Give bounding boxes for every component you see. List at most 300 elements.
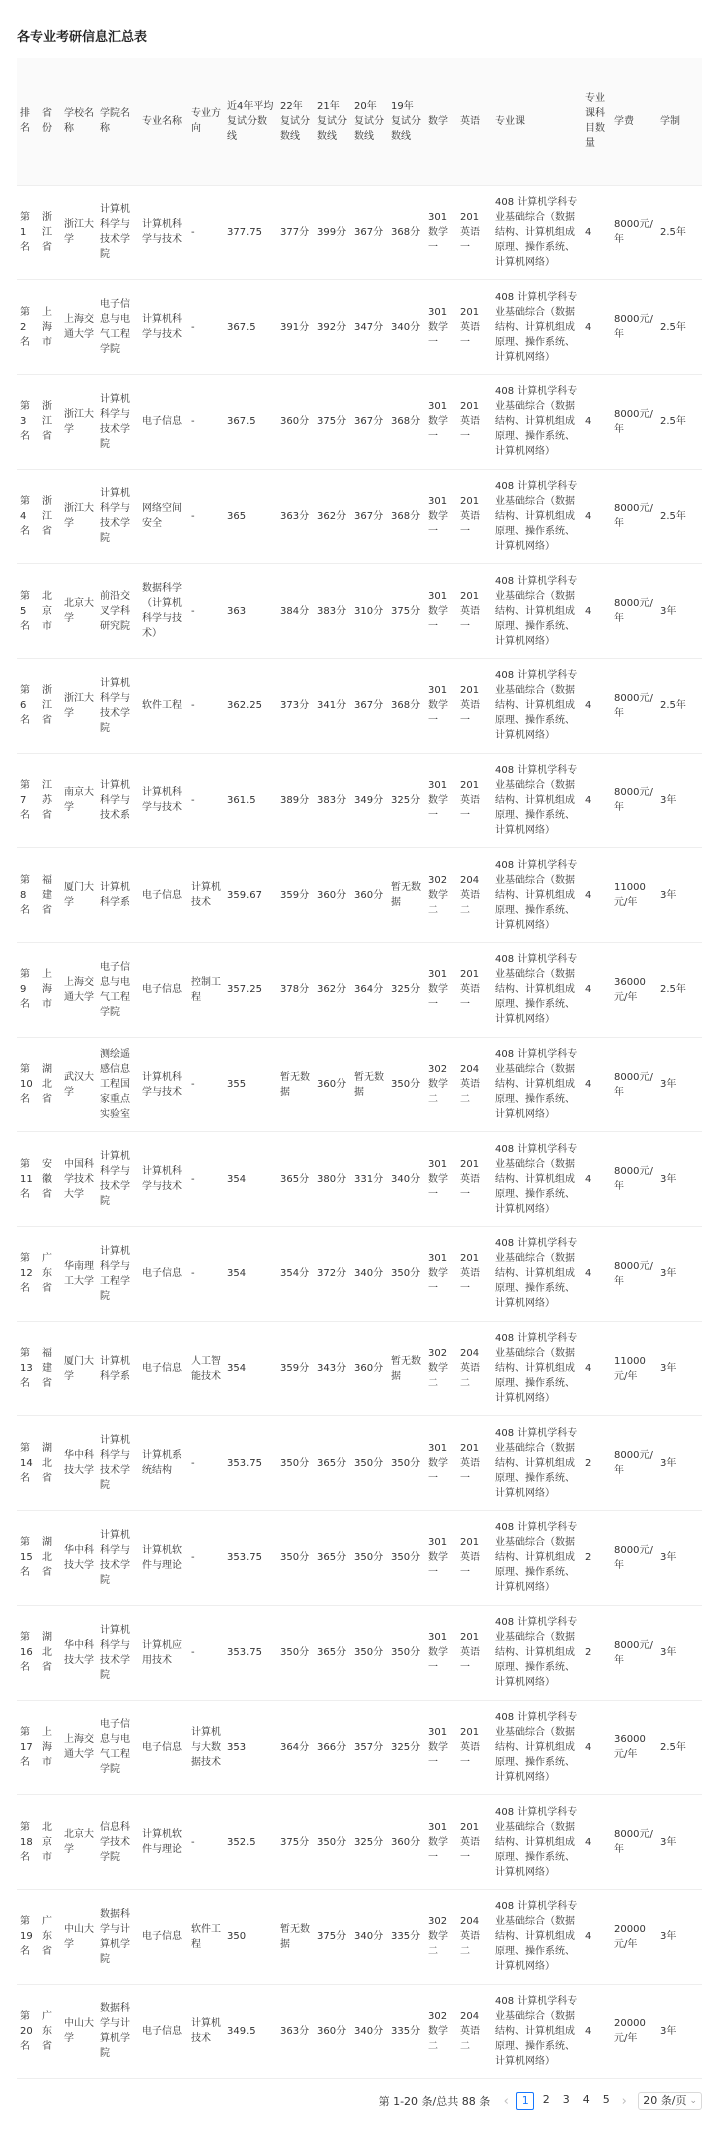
table-cell: 暂无数据 (391, 882, 421, 909)
table-cell: 上海市 (42, 1726, 52, 1768)
column-header: 学校名称 (61, 58, 97, 185)
column-header: 22年复试分数线 (277, 58, 314, 185)
table-cell: 362分 (317, 510, 347, 522)
table-cell: 8000元/年 (614, 598, 653, 625)
table-cell: 2.5年 (660, 510, 686, 522)
table-cell: 335分 (391, 1931, 421, 1943)
column-header: 学院名称 (97, 58, 139, 185)
table-cell: 暂无数据 (280, 1923, 310, 1950)
column-header: 专业课 (492, 58, 582, 185)
table-cell: 第14名 (20, 1442, 33, 1484)
table-cell: 302数学二 (428, 1348, 448, 1390)
table-cell: 408 计算机学科专业基础综合（数据结构、计算机组成原理、操作系统、计算机网络） (495, 1995, 578, 2067)
table-cell: 36000元/年 (614, 1734, 646, 1761)
column-header: 学费 (611, 58, 657, 185)
column-header: 专业名称 (139, 58, 188, 185)
chevron-left-icon[interactable]: ‹ (503, 2093, 509, 2109)
table-cell: 354 (227, 1363, 247, 1375)
table-cell: 湖北省 (42, 1442, 52, 1484)
table-cell: 201英语一 (460, 1158, 480, 1200)
table-header-row (17, 58, 702, 185)
table-cell: 408 计算机学科专业基础综合（数据结构、计算机组成原理、操作系统、计算机网络） (495, 1333, 578, 1405)
table-cell: 367分 (354, 226, 384, 238)
table-cell: 中山大学 (64, 2018, 94, 2045)
table-cell: 8000元/年 (614, 1544, 653, 1571)
table-cell: 中山大学 (64, 1923, 94, 1950)
table-cell: 4 (585, 226, 592, 238)
table-cell: 安徽省 (42, 1158, 52, 1200)
table-cell: 华中科技大学 (64, 1544, 94, 1571)
pagination-total: 第 1-20 条/总共 88 条 (378, 2095, 491, 2108)
table-cell: 8000元/年 (614, 1260, 653, 1287)
table-cell: 4 (585, 2025, 592, 2037)
table-cell: 354分 (280, 1268, 310, 1280)
table-cell: 20000元/年 (614, 2018, 646, 2045)
table-cell: 335分 (391, 2025, 421, 2037)
table-row (17, 943, 702, 1038)
column-header: 19年复试分数线 (388, 58, 425, 185)
table-cell: 上海交通大学 (64, 1734, 94, 1761)
table-cell: 363分 (280, 510, 310, 522)
table-cell: 计算机科学与技术 (142, 219, 182, 246)
table-cell: 301数学一 (428, 779, 448, 821)
table-cell: 11000元/年 (614, 1355, 646, 1382)
table-cell: 第4名 (20, 495, 30, 537)
table-row (17, 658, 702, 753)
table-cell: 354 (227, 1173, 247, 1185)
table-cell: 电子信息 (142, 1931, 182, 1943)
table-cell: 北京大学 (64, 1829, 94, 1856)
table-cell: 计算机科学与技术学院 (100, 1435, 130, 1492)
table-cell: 厦门大学 (64, 882, 94, 909)
table-cell: 8000元/年 (614, 314, 653, 341)
column-header: 近4年平均复试分数线 (224, 58, 277, 185)
table-cell: 201英语一 (460, 1821, 480, 1863)
table-cell: 360分 (317, 1079, 347, 1091)
table-cell: 8000元/年 (614, 1071, 653, 1098)
table-cell: 电子信息 (142, 1741, 182, 1753)
table-cell: 南京大学 (64, 787, 94, 814)
table-cell: 3年 (660, 1931, 677, 1943)
table-row (17, 1037, 702, 1132)
page-4-button[interactable]: 4 (582, 2093, 590, 2106)
page-1-button[interactable]: 1 (516, 2092, 534, 2110)
table-cell: 408 计算机学科专业基础综合（数据结构、计算机组成原理、操作系统、计算机网络） (495, 670, 578, 742)
table-cell: 204英语二 (460, 1916, 480, 1958)
table-cell: 北京市 (42, 590, 52, 632)
table-cell: 301数学一 (428, 1158, 448, 1200)
table-cell: 375分 (391, 605, 421, 617)
table-cell: 8000元/年 (614, 503, 653, 530)
table-cell: 408 计算机学科专业基础综合（数据结构、计算机组成原理、操作系统、计算机网络） (495, 196, 578, 268)
table-cell: 325分 (391, 1741, 421, 1753)
table-cell: 第7名 (20, 779, 30, 821)
table-row (17, 1984, 702, 2079)
table-cell: - (191, 794, 195, 806)
table-cell: 3年 (660, 1173, 677, 1185)
table-cell: 408 计算机学科专业基础综合（数据结构、计算机组成原理、操作系统、计算机网络） (495, 291, 578, 363)
table-cell: 计算机科学与技术学院 (100, 393, 130, 450)
table-cell: 340分 (354, 2025, 384, 2037)
table-cell: 第20名 (20, 2010, 33, 2052)
table-cell: 计算机科学系 (100, 882, 130, 909)
table-cell: 上海市 (42, 969, 52, 1011)
table-cell: 前沿交叉学科研究院 (100, 590, 130, 632)
table-cell: 江苏省 (42, 779, 52, 821)
table-cell: 357.25 (227, 984, 262, 996)
table-cell: 408 计算机学科专业基础综合（数据结构、计算机组成原理、操作系统、计算机网络） (495, 1617, 578, 1689)
table-cell: 2.5年 (660, 321, 686, 333)
table-cell: 数据科学（计算机科学与技术） (142, 583, 182, 640)
table-cell: 第15名 (20, 1537, 33, 1579)
table-cell: 2.5年 (660, 416, 686, 428)
table-cell: 367分 (354, 510, 384, 522)
table-cell: 华中科技大学 (64, 1450, 94, 1477)
table-cell: 408 计算机学科专业基础综合（数据结构、计算机组成原理、操作系统、计算机网络） (495, 480, 578, 552)
column-header: 排名 (17, 58, 39, 185)
table-row (17, 1889, 702, 1984)
table-cell: 浙江省 (42, 685, 52, 727)
table-row (17, 1321, 702, 1416)
table-cell: 2 (585, 1457, 592, 1469)
table-cell: 4 (585, 1741, 592, 1753)
table-cell: 8000元/年 (614, 692, 653, 719)
table-cell: 301数学一 (428, 495, 448, 537)
table-cell: 363 (227, 605, 247, 617)
table-cell: 359分 (280, 889, 310, 901)
table-cell: 201英语一 (460, 685, 480, 727)
table-cell: 201英语一 (460, 590, 480, 632)
table-cell: 电子信息 (142, 2025, 182, 2037)
column-header: 数学 (425, 58, 457, 185)
table-row (17, 280, 702, 375)
table-cell: 201英语一 (460, 779, 480, 821)
table-cell: 上海交通大学 (64, 976, 94, 1003)
table-cell: 电子信息与电气工程学院 (100, 1719, 130, 1776)
page-title: 各专业考研信息汇总表 (17, 30, 148, 45)
table-cell: 浙江大学 (64, 692, 94, 719)
table-cell: 4 (585, 321, 592, 333)
table-cell: 301数学一 (428, 1821, 448, 1863)
table-cell: 计算机软件与理论 (142, 1544, 182, 1571)
table-cell: 340分 (391, 1173, 421, 1185)
table-cell: 8000元/年 (614, 408, 653, 435)
table-cell: 2.5年 (660, 700, 686, 712)
table-cell: 301数学一 (428, 1537, 448, 1579)
table-cell: 福建省 (42, 874, 52, 916)
table-cell: 华南理工大学 (64, 1260, 94, 1287)
table-cell: 上海交通大学 (64, 314, 94, 341)
table-cell: 301数学一 (428, 1726, 448, 1768)
table-cell: 352.5 (227, 1836, 256, 1848)
table-cell: 408 计算机学科专业基础综合（数据结构、计算机组成原理、操作系统、计算机网络） (495, 1143, 578, 1215)
table-cell: 人工智能技术 (191, 1355, 221, 1382)
table-cell: 325分 (391, 794, 421, 806)
table-cell: 302数学二 (428, 1064, 448, 1106)
summary-table-container (17, 58, 702, 2079)
table-cell: 360分 (354, 889, 384, 901)
table-cell: 349分 (354, 794, 384, 806)
table-cell: - (191, 1457, 195, 1469)
pagination (0, 2091, 702, 2111)
table-cell: 第1名 (20, 211, 30, 253)
table-cell: 4 (585, 984, 592, 996)
summary-table (17, 58, 702, 2079)
table-cell: 360分 (280, 416, 310, 428)
table-cell: 第10名 (20, 1064, 33, 1106)
table-cell: 366分 (317, 1741, 347, 1753)
table-cell: 408 计算机学科专业基础综合（数据结构、计算机组成原理、操作系统、计算机网络） (495, 1427, 578, 1499)
chevron-right-icon[interactable]: › (621, 2093, 627, 2109)
table-cell: 湖北省 (42, 1537, 52, 1579)
table-cell: 201英语一 (460, 1632, 480, 1674)
table-cell: 368分 (391, 416, 421, 428)
table-cell: 341分 (317, 700, 347, 712)
table-cell: 368分 (391, 226, 421, 238)
table-cell: 计算机科学与技术 (142, 1071, 182, 1098)
table-cell: 375分 (317, 416, 347, 428)
table-cell: 测绘遥感信息工程国家重点实验室 (100, 1049, 130, 1121)
table-cell: 360分 (354, 1363, 384, 1375)
table-cell: 347分 (354, 321, 384, 333)
table-cell: 353 (227, 1741, 247, 1753)
table-cell: 11000元/年 (614, 882, 646, 909)
table-cell: 第12名 (20, 1253, 33, 1295)
table-cell: 暂无数据 (391, 1355, 421, 1382)
table-cell: 201英语一 (460, 401, 480, 443)
column-header: 专业课科目数量 (582, 58, 611, 185)
table-cell: 350分 (391, 1079, 421, 1091)
table-cell: 广东省 (42, 1253, 52, 1295)
table-cell: 软件工程 (191, 1923, 221, 1950)
table-cell: - (191, 1647, 195, 1659)
page-3-button[interactable]: 3 (562, 2093, 570, 2106)
column-header: 专业方向 (188, 58, 224, 185)
table-cell: 2.5年 (660, 984, 686, 996)
table-cell: 204英语二 (460, 874, 480, 916)
table-cell: 4 (585, 1931, 592, 1943)
table-cell: 350分 (280, 1457, 310, 1469)
table-row (17, 469, 702, 564)
table-cell: 301数学一 (428, 306, 448, 348)
table-cell: 201英语一 (460, 1442, 480, 1484)
page-size-select[interactable] (638, 2092, 702, 2110)
table-cell: 353.75 (227, 1552, 262, 1564)
table-cell: 计算机技术 (191, 2018, 221, 2045)
table-cell: 302数学二 (428, 2010, 448, 2052)
table-cell: 355 (227, 1079, 247, 1091)
table-cell: 201英语一 (460, 1726, 480, 1768)
table-cell: 4 (585, 1173, 592, 1185)
table-cell: 电子信息 (142, 889, 182, 901)
table-cell: 353.75 (227, 1647, 262, 1659)
table-cell: 北京市 (42, 1821, 52, 1863)
table-cell: 362分 (317, 984, 347, 996)
table-cell: 湖北省 (42, 1064, 52, 1106)
table-cell: 301数学一 (428, 685, 448, 727)
table-cell: 3年 (660, 1647, 677, 1659)
table-cell: 8000元/年 (614, 1450, 653, 1477)
table-row (17, 564, 702, 659)
table-cell: 380分 (317, 1173, 347, 1185)
table-cell: 301数学一 (428, 401, 448, 443)
table-cell: 357分 (354, 1741, 384, 1753)
table-cell: 4 (585, 1268, 592, 1280)
column-header: 20年复试分数线 (351, 58, 388, 185)
table-cell: 计算机科学与技术学院 (100, 1151, 130, 1208)
table-cell: 375分 (317, 1931, 347, 1943)
table-cell: 399分 (317, 226, 347, 238)
table-cell: 364分 (280, 1741, 310, 1753)
table-cell: 350分 (280, 1647, 310, 1659)
table-cell: 408 计算机学科专业基础综合（数据结构、计算机组成原理、操作系统、计算机网络） (495, 1522, 578, 1594)
table-cell: 340分 (354, 1931, 384, 1943)
table-cell: 365分 (280, 1173, 310, 1185)
table-cell: 福建省 (42, 1348, 52, 1390)
table-cell: 8000元/年 (614, 1829, 653, 1856)
column-header: 省份 (39, 58, 61, 185)
table-cell: 2 (585, 1552, 592, 1564)
table-cell: 计算机科学与技术学院 (100, 677, 130, 734)
table-cell: 377.75 (227, 226, 262, 238)
table-cell: 数据科学与计算机学院 (100, 1908, 130, 1965)
table-cell: 浙江大学 (64, 219, 94, 246)
table-cell: 第6名 (20, 685, 30, 727)
table-cell: 361.5 (227, 794, 256, 806)
chevron-down-icon: ⌄ (689, 2096, 697, 2106)
table-cell: 上海市 (42, 306, 52, 348)
table-cell: 计算机科学与技术 (142, 787, 182, 814)
table-cell: 浙江省 (42, 495, 52, 537)
table-row (17, 753, 702, 848)
table-cell: 计算机应用技术 (142, 1639, 182, 1666)
table-cell: 378分 (280, 984, 310, 996)
table-cell: 302数学二 (428, 1916, 448, 1958)
table-cell: 350分 (354, 1552, 384, 1564)
table-cell: 计算机科学与技术学院 (100, 204, 130, 261)
table-cell: 367分 (354, 700, 384, 712)
table-cell: 408 计算机学科专业基础综合（数据结构、计算机组成原理、操作系统、计算机网络） (495, 954, 578, 1026)
table-cell: 计算机科学与技术学院 (100, 1529, 130, 1586)
table-cell: 暂无数据 (354, 1071, 384, 1098)
table-cell: 广东省 (42, 2010, 52, 2052)
page-list (514, 2092, 616, 2110)
table-cell: 电子信息与电气工程学院 (100, 961, 130, 1018)
table-cell: 3年 (660, 794, 677, 806)
table-cell: - (191, 605, 195, 617)
column-header: 21年复试分数线 (314, 58, 351, 185)
table-cell: 信息科学技术学院 (100, 1821, 130, 1863)
table-cell: 2.5年 (660, 226, 686, 238)
table-body (17, 185, 702, 2079)
table-cell: - (191, 416, 195, 428)
table-cell: 第16名 (20, 1632, 33, 1674)
table-cell: 375分 (280, 1836, 310, 1848)
table-cell: 20000元/年 (614, 1923, 646, 1950)
table-cell: 2 (585, 1647, 592, 1659)
table-cell: 计算机科学系 (100, 1355, 130, 1382)
table-cell: 计算机科学与技术 (142, 314, 182, 341)
table-cell: 第3名 (20, 401, 30, 443)
table-cell: 计算机科学与技术学院 (100, 488, 130, 545)
table-cell: - (191, 226, 195, 238)
table-cell: 362.25 (227, 700, 262, 712)
table-cell: 201英语一 (460, 1537, 480, 1579)
table-row (17, 374, 702, 469)
table-cell: 350分 (391, 1268, 421, 1280)
table-cell: 408 计算机学科专业基础综合（数据结构、计算机组成原理、操作系统、计算机网络） (495, 1049, 578, 1121)
table-cell: 301数学一 (428, 969, 448, 1011)
table-cell: 350分 (391, 1647, 421, 1659)
table-cell: 湖北省 (42, 1632, 52, 1674)
table-cell: 计算机技术 (191, 882, 221, 909)
table-cell: 计算机科学与技术系 (100, 779, 130, 821)
table-cell: 计算机系统结构 (142, 1450, 182, 1477)
table-cell: 408 计算机学科专业基础综合（数据结构、计算机组成原理、操作系统、计算机网络） (495, 764, 578, 836)
table-cell: 软件工程 (142, 700, 182, 712)
table-cell: 数据科学与计算机学院 (100, 2003, 130, 2060)
table-cell: 3年 (660, 2025, 677, 2037)
table-cell: 4 (585, 1836, 592, 1848)
table-cell: 计算机软件与理论 (142, 1829, 182, 1856)
table-cell: 3年 (660, 1836, 677, 1848)
table-cell: 349.5 (227, 2025, 256, 2037)
page-2-button[interactable]: 2 (542, 2093, 550, 2106)
table-cell: 第11名 (20, 1158, 33, 1200)
table-cell: 301数学一 (428, 1253, 448, 1295)
table-cell: - (191, 1079, 195, 1091)
page-size-label: 20 条/页 (643, 2094, 687, 2107)
table-cell: 384分 (280, 605, 310, 617)
table-cell: 359分 (280, 1363, 310, 1375)
table-cell: 4 (585, 605, 592, 617)
table-cell: - (191, 510, 195, 522)
table-cell: 计算机科学与技术学院 (100, 1624, 130, 1681)
table-cell: 网络空间安全 (142, 503, 182, 530)
table-cell: 3年 (660, 889, 677, 901)
table-cell: 204英语二 (460, 1348, 480, 1390)
table-cell: 325分 (354, 1836, 384, 1848)
column-header: 学制 (657, 58, 702, 185)
table-cell: - (191, 1836, 195, 1848)
page-5-button[interactable]: 5 (602, 2093, 610, 2106)
table-cell: 343分 (317, 1363, 347, 1375)
table-cell: 301数学一 (428, 1442, 448, 1484)
table-cell: 325分 (391, 984, 421, 996)
table-cell: 204英语二 (460, 1064, 480, 1106)
table-cell: 408 计算机学科专业基础综合（数据结构、计算机组成原理、操作系统、计算机网络） (495, 1901, 578, 1973)
table-cell: 408 计算机学科专业基础综合（数据结构、计算机组成原理、操作系统、计算机网络） (495, 1711, 578, 1783)
table-cell: 201英语一 (460, 1253, 480, 1295)
table-cell: 第2名 (20, 306, 30, 348)
table-cell: 电子信息 (142, 1268, 182, 1280)
table-cell: 第8名 (20, 874, 30, 916)
table-cell: - (191, 700, 195, 712)
table-cell: 第9名 (20, 969, 30, 1011)
table-cell: 360分 (317, 2025, 347, 2037)
table-cell: - (191, 1268, 195, 1280)
table-cell: 368分 (391, 510, 421, 522)
table-cell: 360分 (317, 889, 347, 901)
table-cell: 暂无数据 (280, 1071, 310, 1098)
table-cell: 4 (585, 889, 592, 901)
column-header: 英语 (457, 58, 492, 185)
table-cell: 392分 (317, 321, 347, 333)
table-cell: 3年 (660, 1457, 677, 1469)
table-row (17, 1700, 702, 1795)
table-cell: 363分 (280, 2025, 310, 2037)
table-cell: 第18名 (20, 1821, 33, 1863)
